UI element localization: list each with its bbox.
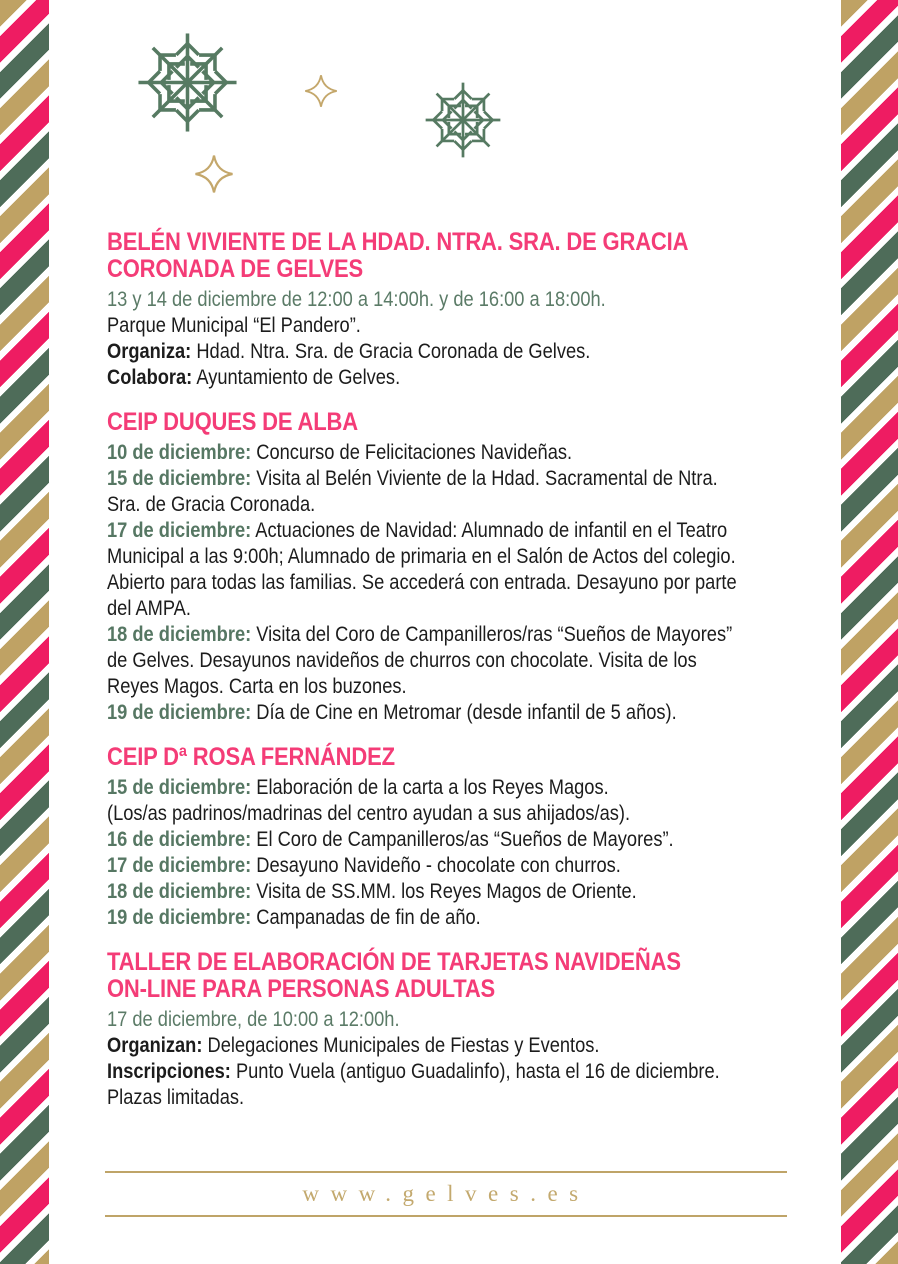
event-section-belen-viviente [107,229,795,391]
footer-rule-top [105,1171,787,1173]
event-line: Abierto para todas las familias. Se accederá con entrada. Desayuno por parte [107,571,737,594]
event-line: 17 de diciembre: Actuaciones de Navidad: Alumnado de infantil en el Teatro [107,519,728,542]
event-line: 18 de diciembre: Visita del Coro de Campanilleros/ras “Sueños de Mayores” [107,623,733,646]
section-title-line: TALLER DE ELABORACIÓN DE TARJETAS NAVIDEÑAS [107,948,681,976]
event-line: 18 de diciembre: Visita de SS.MM. los Reyes Magos de Oriente. [107,880,637,903]
event-line: Parque Municipal “El Pandero”. [107,314,361,337]
section-title [107,744,795,771]
event-line: Organizan: Delegaciones Municipales de Fiestas y Eventos. [107,1034,600,1057]
event-line: Plazas limitadas. [107,1086,245,1109]
section-title-line: CEIP DUQUES DE ALBA [107,408,358,436]
event-line: del AMPA. [107,597,191,620]
event-date-label: 17 de diciembre: [107,519,252,542]
snowflake-icon [135,30,240,135]
section-title-line: BELÉN VIVIENTE DE LA HDAD. NTRA. SRA. DE GRACIA [107,228,689,256]
event-role-label: Colabora: [107,366,193,389]
snowflake-icon [423,80,503,160]
event-role-label: Inscripciones: [107,1060,231,1083]
event-section-taller-tarjetas-navidenas [107,949,795,1111]
section-title-line: CEIP Dª ROSA FERNÁNDEZ [107,743,395,771]
event-date-label: 16 de diciembre: [107,828,252,851]
event-line: 16 de diciembre: El Coro de Campanilleros/as “Sueños de Mayores”. [107,828,674,851]
event-line: Municipal a las 9:00h; Alumnado de primaria en el Salón de Actos del colegio. [107,545,736,568]
event-line: 10 de diciembre: Concurso de Felicitaciones Navideñas. [107,441,573,464]
section-title-line: ON-LINE PARA PERSONAS ADULTAS [107,975,496,1003]
event-line: (Los/as padrinos/madrinas del centro ayudan a sus ahijados/as). [107,802,631,825]
footer-rule-bottom [105,1215,787,1217]
event-line: 15 de diciembre: Visita al Belén Viviente de la Hdad. Sacramental de Ntra. [107,467,718,490]
event-section-ceip-rosa-fernandez [107,744,795,931]
event-date-label: 19 de diciembre: [107,906,252,929]
event-line: 17 de diciembre: Desayuno Navideño - chocolate con churros. [107,854,621,877]
event-line: Inscripciones: Punto Vuela (antiguo Guadalinfo), hasta el 16 de diciembre. [107,1060,720,1083]
event-date-label: 18 de diciembre: [107,623,252,646]
section-title [107,409,795,436]
section-title [107,229,795,283]
event-line: 13 y 14 de diciembre de 12:00 a 14:00h. y de 16:00 a 18:00h. [107,288,606,311]
event-date-label: 17 de diciembre: [107,854,252,877]
event-line: Organiza: Hdad. Ntra. Sra. de Gracia Coronada de Gelves. [107,340,591,363]
event-date-label: 15 de diciembre: [107,467,252,490]
event-line: 17 de diciembre, de 10:00 a 12:00h. [107,1008,400,1031]
event-line: Sra. de Gracia Coronada. [107,493,316,516]
event-line: 15 de diciembre: Elaboración de la carta a los Reyes Magos. [107,776,609,799]
event-date-label: 10 de diciembre: [107,441,252,464]
striped-border-right [841,0,898,1264]
event-line: Colabora: Ayuntamiento de Gelves. [107,366,401,389]
striped-border-left [0,0,49,1264]
section-title-line: CORONADA DE GELVES [107,255,363,283]
section-title [107,949,795,1003]
event-line: 19 de diciembre: Campanadas de fin de año. [107,906,481,929]
event-date-label: 19 de diciembre: [107,701,252,724]
event-line: 19 de diciembre: Día de Cine en Metromar (desde infantil de 5 años). [107,701,677,724]
event-date-label: 18 de diciembre: [107,880,252,903]
sparkle-star-icon [194,154,234,194]
event-line: de Gelves. Desayunos navideños de churros con chocolate. Visita de los [107,649,697,672]
event-role-label: Organizan: [107,1034,203,1057]
footer-url: www.gelves.es [302,1181,590,1206]
sparkle-star-icon [304,74,338,108]
event-date-label: 15 de diciembre: [107,776,252,799]
event-section-ceip-duques-de-alba [107,409,795,726]
event-line: Reyes Magos. Carta en los buzones. [107,675,407,698]
event-role-label: Organiza: [107,340,192,363]
content [107,229,795,1111]
